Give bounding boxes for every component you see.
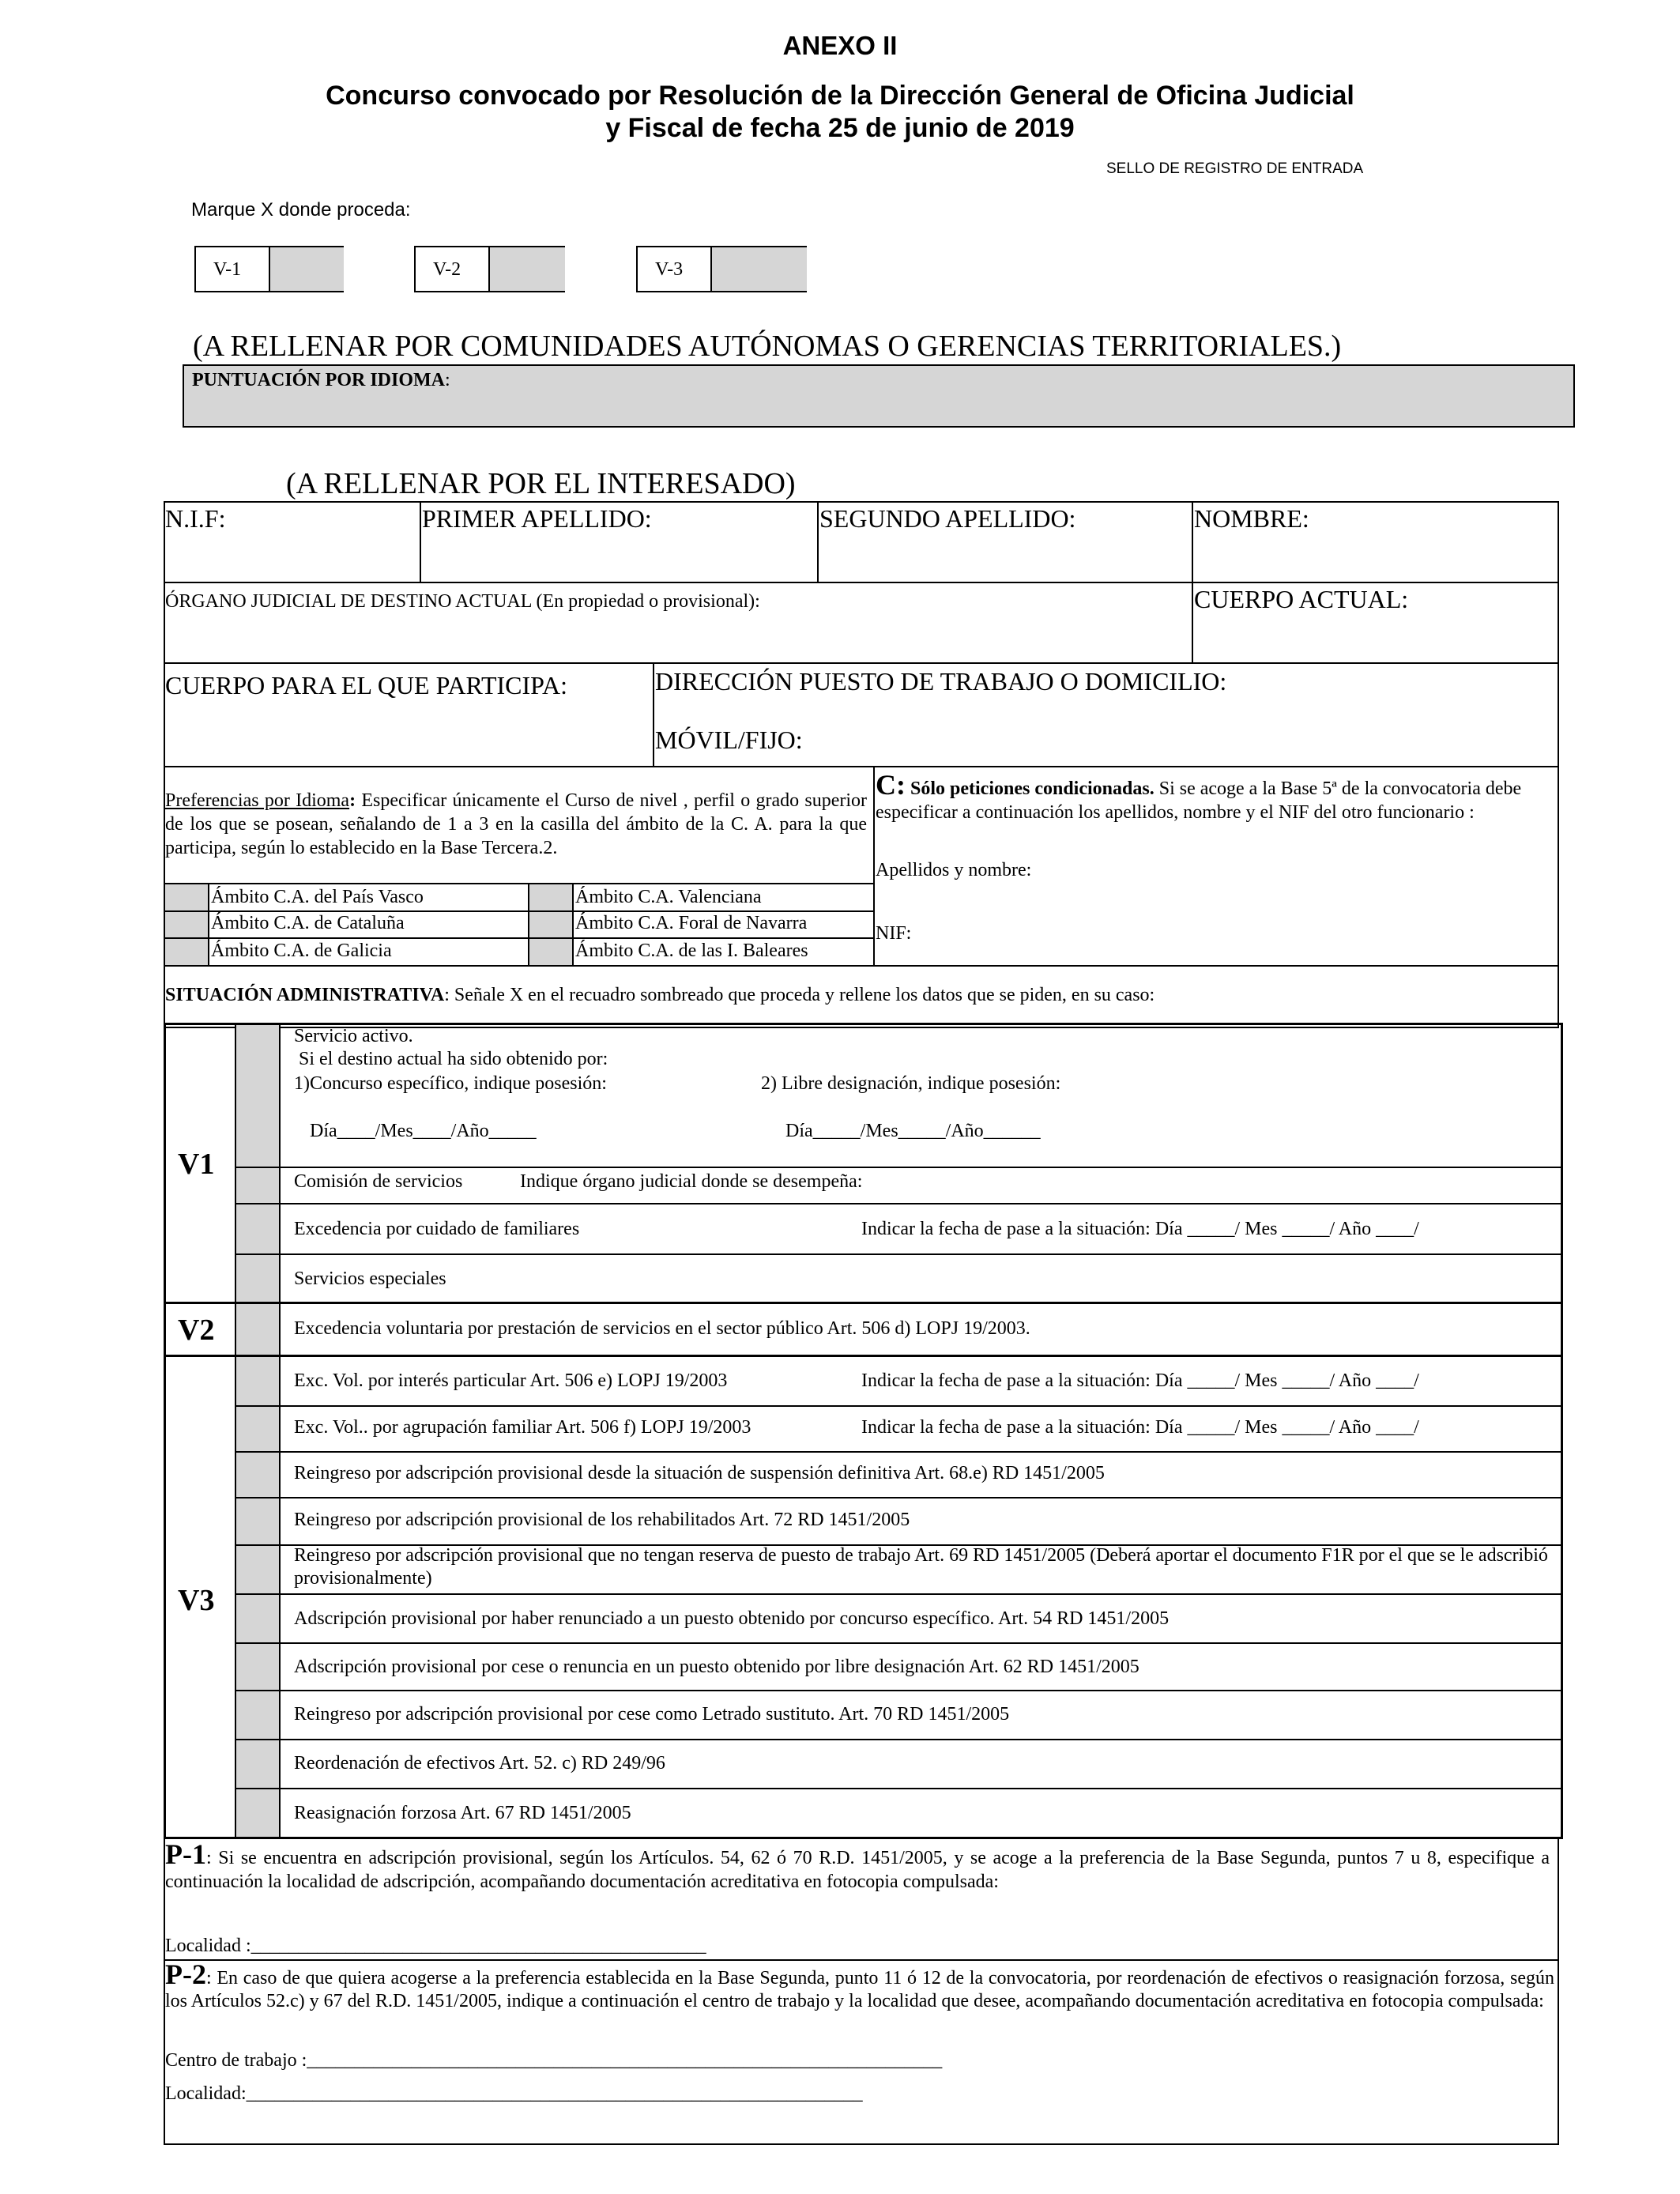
v1-group-label: V1 bbox=[178, 1148, 215, 1181]
lang-box-galicia[interactable] bbox=[164, 937, 209, 965]
family-leave-label: Excedencia por cuidado de familiares bbox=[294, 1219, 580, 1239]
body-applying-label[interactable]: CUERPO PARA EL QUE PARTICIPA: bbox=[165, 671, 568, 699]
document-title-line1: Concurso convocado por Resolución de la Dirección General de Oficina Judicial bbox=[326, 81, 1354, 111]
lang-area-basque: Ámbito C.A. del País Vasco bbox=[211, 887, 424, 907]
option-v2 bbox=[414, 246, 565, 292]
v3-group-label: V3 bbox=[178, 1584, 215, 1617]
p1-locality-field[interactable]: Localidad :________________________________________________ bbox=[165, 1936, 706, 1956]
option-v3-label: V-3 bbox=[655, 259, 684, 280]
lang-area-catalonia: Ámbito C.A. de Cataluña bbox=[211, 913, 405, 933]
check-v3-row-7[interactable] bbox=[235, 1642, 281, 1690]
lang-box-valencia[interactable] bbox=[528, 884, 574, 910]
option-v1-label: V-1 bbox=[213, 259, 242, 280]
current-organ-text: ÓRGANO JUDICIAL DE DESTINO ACTUAL bbox=[165, 591, 532, 612]
option-v3 bbox=[636, 246, 807, 292]
option-v2-checkbox[interactable] bbox=[488, 247, 565, 291]
v3-row-10-label: Reasignación forzosa Art. 67 RD 1451/2005 bbox=[294, 1803, 631, 1823]
v3-row-9-label: Reordenación de efectivos Art. 52. c) RD 249/96 bbox=[294, 1753, 665, 1774]
annex-title: ANEXO II bbox=[782, 31, 898, 60]
check-v3-row-1[interactable] bbox=[235, 1357, 281, 1405]
option-v3-checkbox[interactable] bbox=[710, 247, 807, 291]
check-v3-row-3[interactable] bbox=[235, 1451, 281, 1497]
admin-section-heading: (A RELLENAR POR COMUNIDADES AUTÓNOMAS O GERENCIAS TERRITORIALES.) bbox=[193, 330, 1342, 363]
lang-area-navarra: Ámbito C.A. Foral de Navarra bbox=[575, 913, 808, 933]
check-family-leave[interactable] bbox=[235, 1203, 281, 1253]
conditional-title: Sólo peticiones condicionadas. bbox=[910, 778, 1155, 799]
applicant-section-heading: (A RELLENAR POR EL INTERESADO) bbox=[286, 467, 796, 500]
v2-row-label: Excedencia voluntaria por prestación de servicios en el sector público Art. 506 d) LOPJ 19/2003. bbox=[294, 1318, 1030, 1339]
free-designation-option: 2) Libre designación, indique posesión: bbox=[761, 1073, 1061, 1094]
v3-row-4-label: Reingreso por adscripción provisional de los rehabilitados Art. 72 RD 1451/2005 bbox=[294, 1510, 910, 1530]
language-score-colon: : bbox=[445, 370, 450, 390]
specific-contest-option: 1)Concurso específico, indique posesión: bbox=[294, 1073, 607, 1094]
lang-box-balearic[interactable] bbox=[528, 937, 574, 965]
p1-text: P-1: Si se encuentra en adscripción provisional, según los Artículos. 54, 62 ó 70 R.D. 1451/2005, y se acoge a la preferencia de la Base Segunda, puntos 7 u 8, especifique a continuación la localidad de adscripción, acompañando documentación acreditativa en fotocopia compulsada: bbox=[165, 1838, 1550, 1892]
option-v1 bbox=[194, 246, 344, 292]
commission-label: Comisión de servicios bbox=[294, 1171, 463, 1192]
v3-row-1-date-field[interactable]: Indicar la fecha de pase a la situación: Día _____/ Mes _____/ Año ____/ bbox=[861, 1370, 1419, 1391]
option-v2-label: V-2 bbox=[433, 259, 461, 280]
check-v3-row-5[interactable] bbox=[235, 1544, 281, 1593]
check-v3-row-9[interactable] bbox=[235, 1739, 281, 1788]
commission-organ-field[interactable]: Indique órgano judicial donde se desempeña: bbox=[520, 1171, 863, 1192]
current-organ-note: (En propiedad o provisional) bbox=[536, 591, 755, 612]
phone-label[interactable]: MÓVIL/FIJO: bbox=[655, 726, 803, 754]
lang-area-galicia: Ámbito C.A. de Galicia bbox=[211, 941, 392, 961]
special-services-label: Servicios especiales bbox=[294, 1269, 446, 1289]
active-service-subtitle: Si el destino actual ha sido obtenido por: bbox=[299, 1049, 608, 1069]
v3-row-2-label: Exc. Vol.. por agrupación familiar Art. 506 f) LOPJ 19/2003 bbox=[294, 1417, 751, 1438]
entry-stamp-label: SELLO DE REGISTRO DE ENTRADA bbox=[1106, 160, 1364, 177]
conditional-requests-text: C: Sólo peticiones condicionadas. Si se acoge a la Base 5ª de la convocatoria debe especificar a continuación los apellidos, nombre y el NIF del otro funcionario : bbox=[876, 769, 1522, 823]
p2-label: P-2 bbox=[165, 1958, 206, 1990]
check-v3-row-2[interactable] bbox=[235, 1405, 281, 1451]
active-service-label: Servicio activo. bbox=[294, 1026, 413, 1046]
v3-row-6-label: Adscripción provisional por haber renunciado a un puesto obtenido por concurso específico. Art. 54 RD 1451/2005 bbox=[294, 1608, 1170, 1629]
check-commission[interactable] bbox=[235, 1167, 281, 1203]
v2-group-label: V2 bbox=[178, 1314, 215, 1347]
check-v3-row-6[interactable] bbox=[235, 1593, 281, 1642]
option-v1-checkbox[interactable] bbox=[269, 247, 344, 291]
v3-row-2-date-field[interactable]: Indicar la fecha de pase a la situación: Día _____/ Mes _____/ Año ____/ bbox=[861, 1417, 1419, 1438]
conditional-letter: C: bbox=[876, 769, 906, 801]
document-title-line2: y Fiscal de fecha 25 de junio de 2019 bbox=[605, 113, 1075, 143]
lang-area-valencia: Ámbito C.A. Valenciana bbox=[575, 887, 762, 907]
second-surname-field-label[interactable]: SEGUNDO APELLIDO: bbox=[819, 504, 1076, 533]
free-designation-date-field[interactable]: Día_____/Mes_____/Año______ bbox=[785, 1121, 1041, 1141]
p2-workplace-field[interactable]: Centro de trabajo :___________________________________________________________________ bbox=[165, 2050, 943, 2071]
first-surname-field-label[interactable]: PRIMER APELLIDO: bbox=[422, 504, 652, 533]
mark-instruction: Marque X donde proceda: bbox=[191, 199, 411, 221]
p1-label: P-1 bbox=[165, 1838, 206, 1870]
lang-box-navarra[interactable] bbox=[528, 910, 574, 937]
nif-field-label[interactable]: N.I.F: bbox=[165, 504, 226, 533]
name-field-label[interactable]: NOMBRE: bbox=[1194, 504, 1309, 533]
lang-area-balearic: Ámbito C.A. de las I. Baleares bbox=[575, 941, 808, 961]
conditional-names-label[interactable]: Apellidos y nombre: bbox=[876, 860, 1032, 880]
language-score-field[interactable] bbox=[183, 364, 1575, 428]
administrative-situation-title: SITUACIÓN ADMINISTRATIVA bbox=[165, 985, 445, 1005]
lang-box-catalonia[interactable] bbox=[164, 910, 209, 937]
v3-row-7-label: Adscripción provisional por cese o renuncia en un puesto obtenido por libre designación Art. 62 RD 1451/2005 bbox=[294, 1657, 1139, 1677]
administrative-situation-instruction: SITUACIÓN ADMINISTRATIVA: Señale X en el recuadro sombreado que proceda y rellene los datos que se piden, en su caso: bbox=[165, 985, 1155, 1005]
v3-row-5-label: Reingreso por adscripción provisional que no tengan reserva de puesto de trabajo Art. 69 RD 1451/2005 (Deberá aportar el documento F1R por el que se le adscribió provisionalmente) bbox=[294, 1545, 1548, 1589]
address-label[interactable]: DIRECCIÓN PUESTO DE TRABAJO O DOMICILIO: bbox=[655, 667, 1227, 696]
specific-contest-date-field[interactable]: Día____/Mes____/Año_____ bbox=[310, 1121, 537, 1141]
p2-text: P-2: En caso de que quiera acogerse a la preferencia establecida en la Base Segunda, punto 11 ó 12 de la convocatoria, por reordenación de efectivos o reasignación forzosa, según los Artículos 52.c) y 67 del R.D. 1451/2005, indique a continuación el centro de trabajo y la localidad que desee, acompañando documentación acreditativa en fotocopia compulsada: bbox=[165, 1958, 1554, 2011]
check-v3-row-8[interactable] bbox=[235, 1690, 281, 1739]
check-v2[interactable] bbox=[235, 1304, 281, 1355]
language-score-label: PUNTUACIÓN POR IDIOMA bbox=[192, 370, 445, 390]
v3-row-1-label: Exc. Vol. por interés particular Art. 506 e) LOPJ 19/2003 bbox=[294, 1370, 728, 1391]
lang-box-basque[interactable] bbox=[164, 884, 209, 910]
current-organ-label[interactable]: ÓRGANO JUDICIAL DE DESTINO ACTUAL (En propiedad o provisional): bbox=[165, 591, 760, 612]
check-active-service[interactable] bbox=[235, 1025, 281, 1167]
current-body-label[interactable]: CUERPO ACTUAL: bbox=[1194, 585, 1409, 613]
check-v3-row-10[interactable] bbox=[235, 1788, 281, 1837]
conditional-nif-label[interactable]: NIF: bbox=[876, 923, 912, 944]
family-leave-date-field[interactable]: Indicar la fecha de pase a la situación: Día _____/ Mes _____/ Año ____/ bbox=[861, 1219, 1419, 1239]
v3-row-8-label: Reingreso por adscripción provisional por cese como Letrado sustituto. Art. 70 RD 1451/2005 bbox=[294, 1704, 1010, 1725]
v3-row-3-label: Reingreso por adscripción provisional desde la situación de suspensión definitiva Art. 68.e) RD 1451/2005 bbox=[294, 1463, 1105, 1483]
language-preferences-text: Preferencias por Idioma: Especificar únicamente el Curso de nivel , perfil o grado superior de los que se posean, señalando de 1 a 3 en la casilla del ámbito de la C. A. para la que participa, según lo establecido en la Base Tercera.2. bbox=[165, 790, 867, 858]
check-v3-row-4[interactable] bbox=[235, 1497, 281, 1544]
p2-locality-field[interactable]: Localidad:_________________________________________________________________ bbox=[165, 2083, 863, 2104]
check-special-services[interactable] bbox=[235, 1253, 281, 1302]
language-preferences-title: Preferencias por Idioma bbox=[165, 790, 350, 811]
